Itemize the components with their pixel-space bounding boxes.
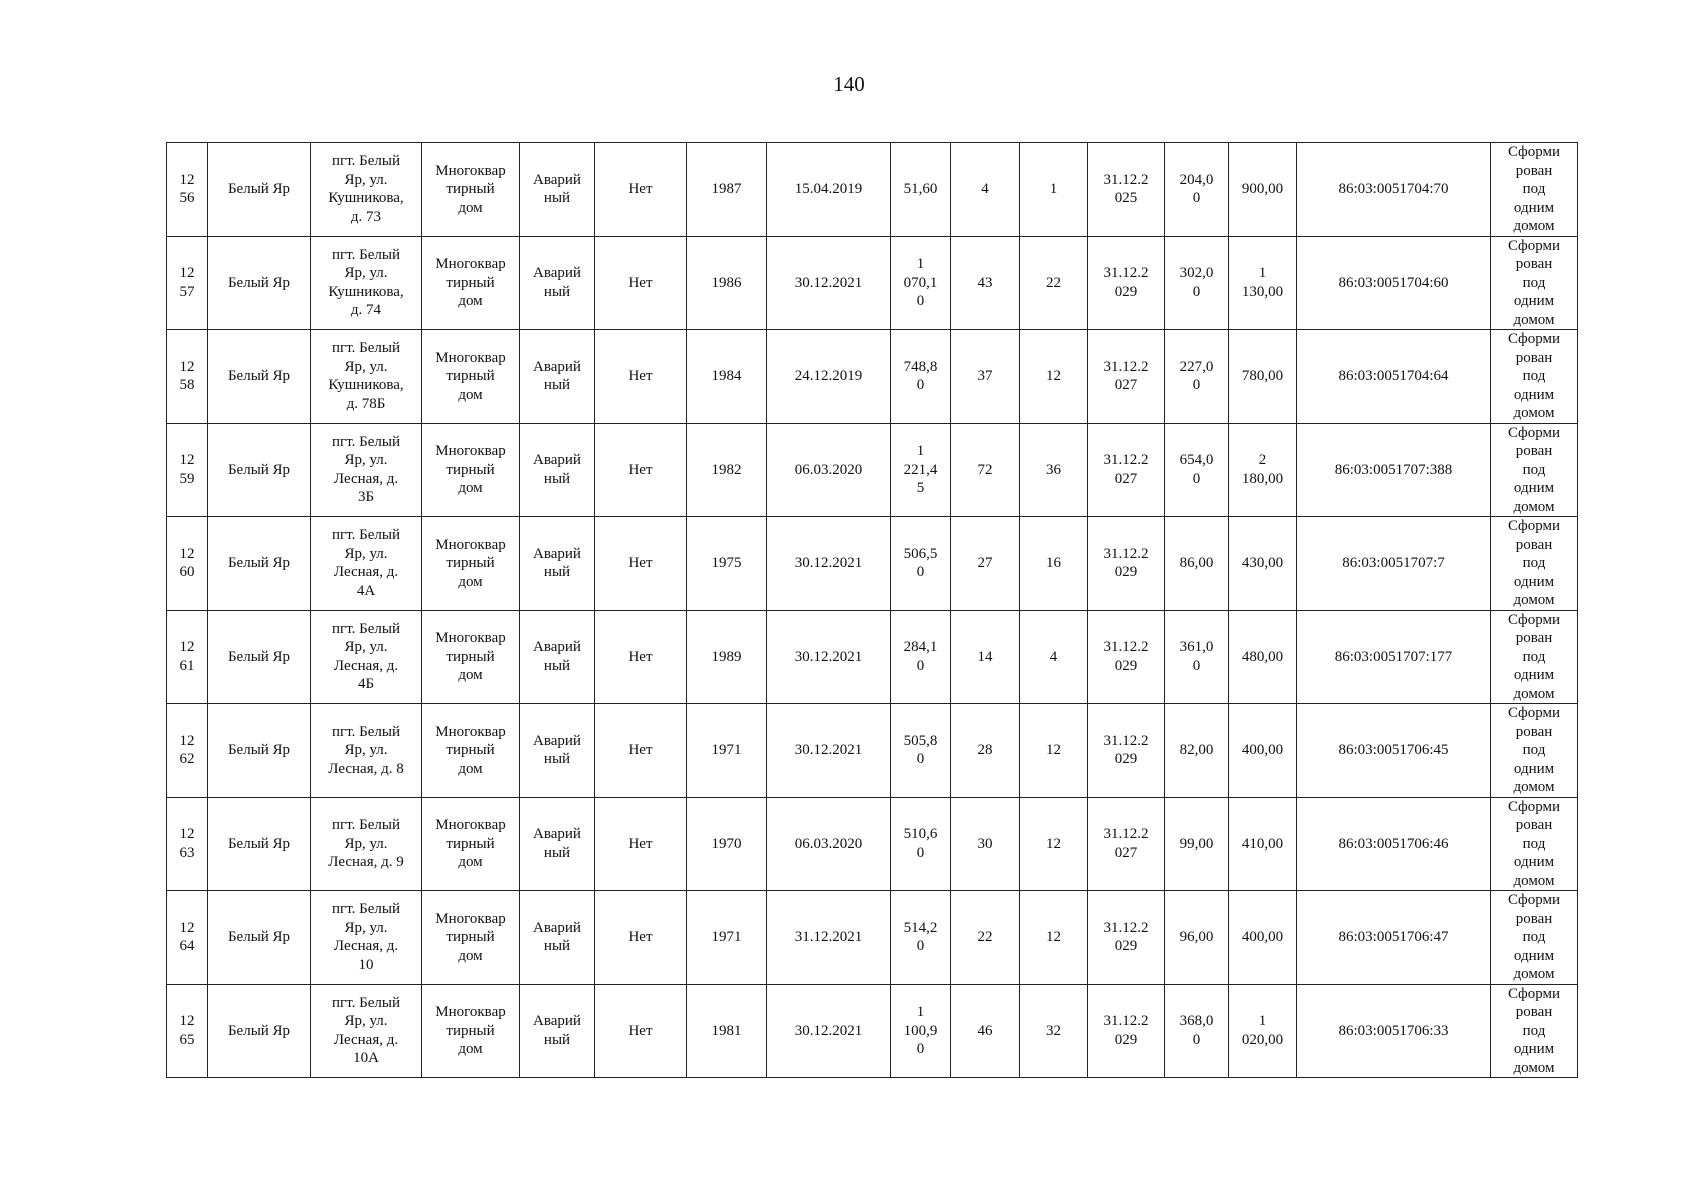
land-status-cell: Сформи рован под одним домом <box>1491 236 1578 330</box>
flag-cell: Нет <box>595 984 687 1078</box>
value-cell-2: 900,00 <box>1229 143 1297 237</box>
housing-registry-table <box>166 142 1578 1078</box>
address-cell: пгт. Белый Яр, ул. Лесная, д. 4Б <box>311 610 422 704</box>
condition-cell: Аварий ный <box>520 423 595 517</box>
row-number-cell: 12 62 <box>167 704 208 798</box>
table-row <box>167 797 1578 891</box>
count-cell-2: 12 <box>1020 797 1088 891</box>
land-status-cell: Сформи рован под одним домом <box>1491 984 1578 1078</box>
count-cell-1: 27 <box>951 517 1020 611</box>
settlement-cell: Белый Яр <box>208 984 311 1078</box>
count-cell-1: 46 <box>951 984 1020 1078</box>
flag-cell: Нет <box>595 423 687 517</box>
recognition-date-cell: 24.12.2019 <box>767 330 891 424</box>
building-type-cell: Многоквар тирный дом <box>422 423 520 517</box>
row-number-cell: 12 64 <box>167 891 208 985</box>
year-built-cell: 1975 <box>687 517 767 611</box>
settlement-cell: Белый Яр <box>208 423 311 517</box>
value-cell-2: 1 130,00 <box>1229 236 1297 330</box>
count-cell-1: 72 <box>951 423 1020 517</box>
building-type-cell: Многоквар тирный дом <box>422 891 520 985</box>
address-cell: пгт. Белый Яр, ул. Лесная, д. 3Б <box>311 423 422 517</box>
area-cell: 1 070,1 0 <box>891 236 951 330</box>
table-row <box>167 984 1578 1078</box>
table-row <box>167 891 1578 985</box>
count-cell-2: 32 <box>1020 984 1088 1078</box>
settlement-cell: Белый Яр <box>208 330 311 424</box>
value-cell-2: 410,00 <box>1229 797 1297 891</box>
settlement-cell: Белый Яр <box>208 143 311 237</box>
deadline-cell: 31.12.2 025 <box>1088 143 1165 237</box>
recognition-date-cell: 06.03.2020 <box>767 797 891 891</box>
year-built-cell: 1986 <box>687 236 767 330</box>
land-status-cell: Сформи рован под одним домом <box>1491 797 1578 891</box>
land-status-cell: Сформи рован под одним домом <box>1491 610 1578 704</box>
cadastral-number-cell: 86:03:0051706:33 <box>1297 984 1491 1078</box>
flag-cell: Нет <box>595 330 687 424</box>
count-cell-1: 14 <box>951 610 1020 704</box>
value-cell-2: 780,00 <box>1229 330 1297 424</box>
building-type-cell: Многоквар тирный дом <box>422 236 520 330</box>
count-cell-1: 37 <box>951 330 1020 424</box>
area-cell: 51,60 <box>891 143 951 237</box>
condition-cell: Аварий ный <box>520 517 595 611</box>
count-cell-2: 4 <box>1020 610 1088 704</box>
cadastral-number-cell: 86:03:0051704:70 <box>1297 143 1491 237</box>
cadastral-number-cell: 86:03:0051707:177 <box>1297 610 1491 704</box>
table-row <box>167 517 1578 611</box>
row-number-cell: 12 57 <box>167 236 208 330</box>
condition-cell: Аварий ный <box>520 891 595 985</box>
land-status-cell: Сформи рован под одним домом <box>1491 330 1578 424</box>
year-built-cell: 1982 <box>687 423 767 517</box>
area-cell: 284,1 0 <box>891 610 951 704</box>
address-cell: пгт. Белый Яр, ул. Лесная, д. 10 <box>311 891 422 985</box>
cadastral-number-cell: 86:03:0051704:60 <box>1297 236 1491 330</box>
year-built-cell: 1984 <box>687 330 767 424</box>
count-cell-2: 16 <box>1020 517 1088 611</box>
row-number-cell: 12 56 <box>167 143 208 237</box>
table-row <box>167 704 1578 798</box>
land-status-cell: Сформи рован под одним домом <box>1491 423 1578 517</box>
year-built-cell: 1971 <box>687 704 767 798</box>
condition-cell: Аварий ный <box>520 236 595 330</box>
value-cell-2: 1 020,00 <box>1229 984 1297 1078</box>
address-cell: пгт. Белый Яр, ул. Лесная, д. 8 <box>311 704 422 798</box>
count-cell-2: 12 <box>1020 330 1088 424</box>
condition-cell: Аварий ный <box>520 797 595 891</box>
settlement-cell: Белый Яр <box>208 797 311 891</box>
row-number-cell: 12 61 <box>167 610 208 704</box>
cadastral-number-cell: 86:03:0051706:45 <box>1297 704 1491 798</box>
count-cell-2: 12 <box>1020 704 1088 798</box>
deadline-cell: 31.12.2 029 <box>1088 704 1165 798</box>
year-built-cell: 1987 <box>687 143 767 237</box>
area-cell: 748,8 0 <box>891 330 951 424</box>
area-cell: 1 100,9 0 <box>891 984 951 1078</box>
value-cell-2: 480,00 <box>1229 610 1297 704</box>
address-cell: пгт. Белый Яр, ул. Лесная, д. 10А <box>311 984 422 1078</box>
building-type-cell: Многоквар тирный дом <box>422 517 520 611</box>
address-cell: пгт. Белый Яр, ул. Лесная, д. 9 <box>311 797 422 891</box>
recognition-date-cell: 30.12.2021 <box>767 517 891 611</box>
cadastral-number-cell: 86:03:0051704:64 <box>1297 330 1491 424</box>
value-cell-1: 368,0 0 <box>1165 984 1229 1078</box>
recognition-date-cell: 30.12.2021 <box>767 610 891 704</box>
count-cell-2: 1 <box>1020 143 1088 237</box>
count-cell-1: 22 <box>951 891 1020 985</box>
flag-cell: Нет <box>595 704 687 798</box>
recognition-date-cell: 30.12.2021 <box>767 236 891 330</box>
building-type-cell: Многоквар тирный дом <box>422 797 520 891</box>
flag-cell: Нет <box>595 797 687 891</box>
area-cell: 505,8 0 <box>891 704 951 798</box>
year-built-cell: 1970 <box>687 797 767 891</box>
deadline-cell: 31.12.2 029 <box>1088 891 1165 985</box>
count-cell-1: 43 <box>951 236 1020 330</box>
row-number-cell: 12 60 <box>167 517 208 611</box>
flag-cell: Нет <box>595 143 687 237</box>
flag-cell: Нет <box>595 236 687 330</box>
address-cell: пгт. Белый Яр, ул. Кушникова, д. 78Б <box>311 330 422 424</box>
value-cell-2: 430,00 <box>1229 517 1297 611</box>
count-cell-1: 4 <box>951 143 1020 237</box>
value-cell-1: 227,0 0 <box>1165 330 1229 424</box>
count-cell-2: 22 <box>1020 236 1088 330</box>
deadline-cell: 31.12.2 027 <box>1088 797 1165 891</box>
table-row <box>167 610 1578 704</box>
area-cell: 506,5 0 <box>891 517 951 611</box>
address-cell: пгт. Белый Яр, ул. Кушникова, д. 74 <box>311 236 422 330</box>
deadline-cell: 31.12.2 029 <box>1088 984 1165 1078</box>
value-cell-1: 204,0 0 <box>1165 143 1229 237</box>
settlement-cell: Белый Яр <box>208 517 311 611</box>
condition-cell: Аварий ный <box>520 610 595 704</box>
settlement-cell: Белый Яр <box>208 891 311 985</box>
row-number-cell: 12 59 <box>167 423 208 517</box>
table-row <box>167 330 1578 424</box>
value-cell-1: 361,0 0 <box>1165 610 1229 704</box>
area-cell: 1 221,4 5 <box>891 423 951 517</box>
flag-cell: Нет <box>595 517 687 611</box>
settlement-cell: Белый Яр <box>208 610 311 704</box>
cadastral-number-cell: 86:03:0051706:46 <box>1297 797 1491 891</box>
settlement-cell: Белый Яр <box>208 704 311 798</box>
address-cell: пгт. Белый Яр, ул. Лесная, д. 4А <box>311 517 422 611</box>
table-row <box>167 423 1578 517</box>
cadastral-number-cell: 86:03:0051707:388 <box>1297 423 1491 517</box>
value-cell-1: 82,00 <box>1165 704 1229 798</box>
value-cell-1: 654,0 0 <box>1165 423 1229 517</box>
area-cell: 510,6 0 <box>891 797 951 891</box>
deadline-cell: 31.12.2 027 <box>1088 330 1165 424</box>
year-built-cell: 1989 <box>687 610 767 704</box>
condition-cell: Аварий ный <box>520 330 595 424</box>
flag-cell: Нет <box>595 891 687 985</box>
building-type-cell: Многоквар тирный дом <box>422 143 520 237</box>
recognition-date-cell: 30.12.2021 <box>767 704 891 798</box>
land-status-cell: Сформи рован под одним домом <box>1491 891 1578 985</box>
value-cell-2: 400,00 <box>1229 891 1297 985</box>
count-cell-1: 30 <box>951 797 1020 891</box>
land-status-cell: Сформи рован под одним домом <box>1491 704 1578 798</box>
deadline-cell: 31.12.2 029 <box>1088 236 1165 330</box>
recognition-date-cell: 15.04.2019 <box>767 143 891 237</box>
deadline-cell: 31.12.2 027 <box>1088 423 1165 517</box>
row-number-cell: 12 63 <box>167 797 208 891</box>
land-status-cell: Сформи рован под одним домом <box>1491 517 1578 611</box>
value-cell-1: 96,00 <box>1165 891 1229 985</box>
count-cell-2: 12 <box>1020 891 1088 985</box>
building-type-cell: Многоквар тирный дом <box>422 984 520 1078</box>
value-cell-2: 400,00 <box>1229 704 1297 798</box>
year-built-cell: 1981 <box>687 984 767 1078</box>
table-row <box>167 236 1578 330</box>
settlement-cell: Белый Яр <box>208 236 311 330</box>
deadline-cell: 31.12.2 029 <box>1088 610 1165 704</box>
cadastral-number-cell: 86:03:0051706:47 <box>1297 891 1491 985</box>
area-cell: 514,2 0 <box>891 891 951 985</box>
building-type-cell: Многоквар тирный дом <box>422 610 520 704</box>
value-cell-2: 2 180,00 <box>1229 423 1297 517</box>
table-body <box>167 143 1578 1078</box>
address-cell: пгт. Белый Яр, ул. Кушникова, д. 73 <box>311 143 422 237</box>
condition-cell: Аварий ный <box>520 704 595 798</box>
row-number-cell: 12 58 <box>167 330 208 424</box>
building-type-cell: Многоквар тирный дом <box>422 704 520 798</box>
building-type-cell: Многоквар тирный дом <box>422 330 520 424</box>
value-cell-1: 302,0 0 <box>1165 236 1229 330</box>
count-cell-2: 36 <box>1020 423 1088 517</box>
row-number-cell: 12 65 <box>167 984 208 1078</box>
page-number: 140 <box>833 72 865 96</box>
value-cell-1: 86,00 <box>1165 517 1229 611</box>
land-status-cell: Сформи рован под одним домом <box>1491 143 1578 237</box>
year-built-cell: 1971 <box>687 891 767 985</box>
recognition-date-cell: 06.03.2020 <box>767 423 891 517</box>
condition-cell: Аварий ный <box>520 143 595 237</box>
value-cell-1: 99,00 <box>1165 797 1229 891</box>
cadastral-number-cell: 86:03:0051707:7 <box>1297 517 1491 611</box>
condition-cell: Аварий ный <box>520 984 595 1078</box>
deadline-cell: 31.12.2 029 <box>1088 517 1165 611</box>
recognition-date-cell: 31.12.2021 <box>767 891 891 985</box>
count-cell-1: 28 <box>951 704 1020 798</box>
recognition-date-cell: 30.12.2021 <box>767 984 891 1078</box>
flag-cell: Нет <box>595 610 687 704</box>
table-row <box>167 143 1578 237</box>
